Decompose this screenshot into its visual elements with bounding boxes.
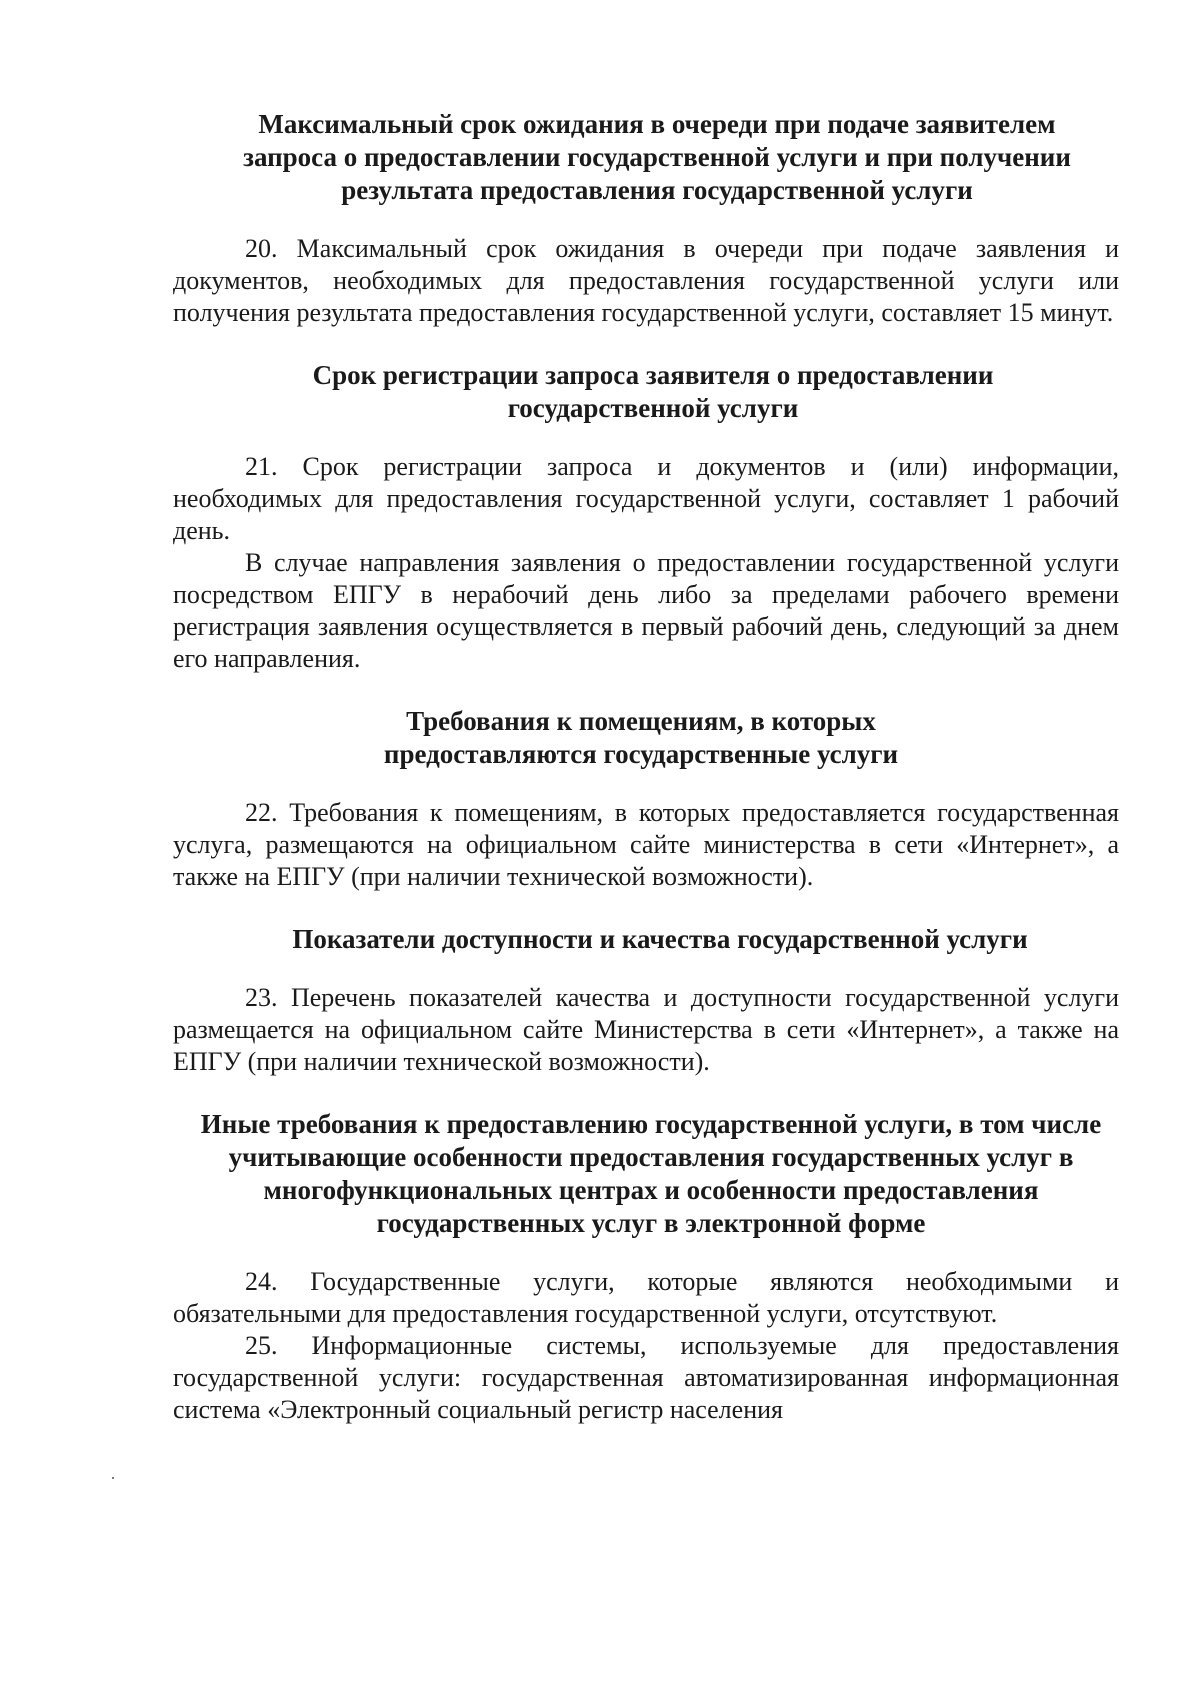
section-premises-requirements (173, 705, 1119, 893)
section-quality-indicators (173, 923, 1119, 1078)
paragraph-25: 25. Информационные системы, используемые для предоставления государственной услуги: государственная автоматизированная информационная система «Электронный социальный регистр населения (173, 1331, 1119, 1424)
paragraph-23: 23. Перечень показателей качества и доступности государственной услуги размещается на официальном сайте Министерства в сети «Интернет», а также на ЕПГУ (при наличии технической возможности). (173, 983, 1119, 1076)
section-waiting-time (173, 108, 1119, 329)
paragraph-21: 21. Срок регистрации запроса и документов и (или) информации, необходимых для предоставления государственной услуги, составляет 1 рабочий день. (173, 452, 1119, 545)
paragraph-22: 22. Требования к помещениям, в которых предоставляется государственная услуга, размещаются на официальном сайте министерства в сети «Интернет», а также на ЕПГУ (при наличии технической возможности). (173, 798, 1119, 891)
paragraph-20: 20. Максимальный срок ожидания в очереди при подаче заявления и документов, необходимых для предоставления государственной услуги или получения результата предоставления государственной услуги, составляет 15 минут. (173, 234, 1119, 327)
section-heading: Показатели доступности и качества государственной услуги (292, 924, 1028, 954)
section-heading: Максимальный срок ожидания в очереди при подаче заявителем запроса о предоставлении государственной услуги и при получении результата предоставления государственной услуги (243, 109, 1071, 205)
section-heading: Срок регистрации запроса заявителя о предоставлении государственной услуги (312, 360, 994, 423)
paragraph-21-continued: В случае направления заявления о предоставлении государственной услуги посредством ЕПГУ в нерабочий день либо за пределами рабочего времени регистрация заявления осуществляется в первый рабочий день, следующий за днем его направления. (173, 548, 1119, 673)
section-registration-time (173, 359, 1119, 675)
section-heading: Требования к помещениям, в которых предоставляются государственные услуги (383, 706, 899, 769)
paragraph-24: 24. Государственные услуги, которые являются необходимыми и обязательными для предоставления государственной услуги, отсутствуют. (173, 1267, 1119, 1328)
scan-artifact (112, 1477, 114, 1479)
section-other-requirements (173, 1108, 1119, 1426)
document-body (173, 108, 1119, 1426)
section-heading: Иные требования к предоставлению государственной услуги, в том числе учитывающие особенности предоставления государственных услуг в многофункциональных центрах и особенности предоставления государственных услуг в электронной форме (200, 1109, 1102, 1238)
